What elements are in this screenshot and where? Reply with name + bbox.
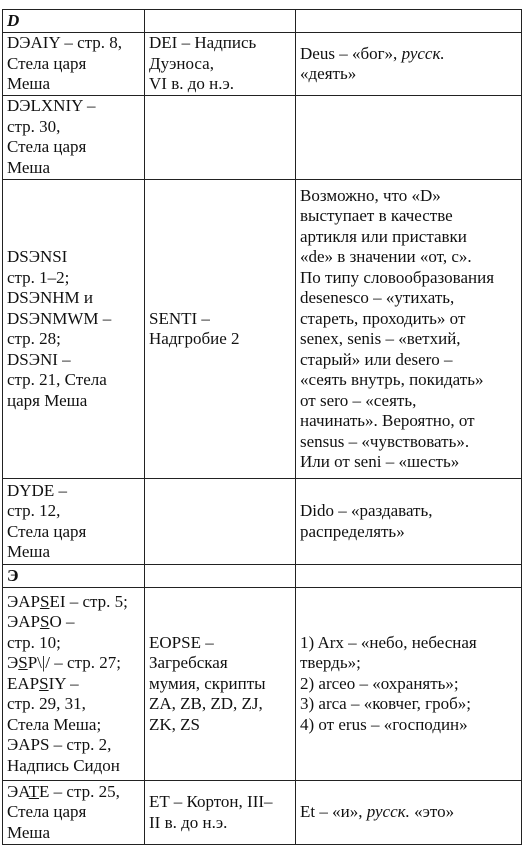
parallel-cell: DEI – Надпись Дуэноса, VI в. до н.э. [145, 33, 296, 96]
meaning-cell: Et – «и», русск. «это» [296, 781, 522, 845]
table-row [3, 781, 522, 845]
inscription-cell: DYDE – стр. 12, Стела царя Меша [3, 479, 145, 565]
section-header-e [3, 565, 522, 588]
section-letter: Э [3, 565, 145, 588]
empty-cell [145, 96, 296, 180]
inscription-cell: DSЭNSI стр. 1–2; DSЭNHM и DSЭNMWM – стр. 28; DSЭNI – стр. 21, Стела царя Меша [3, 180, 145, 479]
parallel-cell: SENTI – Надгробие 2 [145, 180, 296, 479]
parallel-cell: EOPSE – Загребская мумия, скрипты ZA, ZB, ZD, ZJ, ZK, ZS [145, 588, 296, 781]
empty-cell [296, 565, 522, 588]
inscription-cell: ЭATE – стр. 25, Стела царя Меша [3, 781, 145, 845]
table-row [3, 33, 522, 96]
meaning-cell: Возможно, что «D» выступает в качестве артикля или приставки «de» в значении «от, с». По типу словообразования desenesco – «утихать, стареть, проходить» от senex, senis – «ветхий, старый» или desero – «сеять внутрь, покидать» от sero – «сеять, начинать». Вероятно, от sensus – «чувствовать». Или от seni – «шесть» [296, 180, 522, 479]
empty-cell [296, 96, 522, 180]
inscription-cell: DЭAIY – стр. 8, Стела царя Меша [3, 33, 145, 96]
meaning-cell: Dido – «раздавать, распределять» [296, 479, 522, 565]
meaning-cell: 1) Arx – «небо, небесная твердь»; 2) arceo – «охранять»; 3) arca – «ковчег, гроб»; 4) от erus – «господин» [296, 588, 522, 781]
table-row [3, 588, 522, 781]
empty-cell [145, 565, 296, 588]
table-row [3, 479, 522, 565]
section-letter: D [3, 10, 145, 33]
lexicon-table [2, 9, 522, 845]
parallel-cell: ET – Кортон, III– II в. до н.э. [145, 781, 296, 845]
meaning-cell: Deus – «бог», русск. «деять» [296, 33, 522, 96]
empty-cell [145, 10, 296, 33]
table-row [3, 180, 522, 479]
inscription-cell: ЭAPSEI – стр. 5; ЭAPSO – стр. 10; ЭSP\|/ – стр. 27; EAPSIY – стр. 29, 31, Стела Меша; ЭAPS – стр. 2, Надпись Сидон [3, 588, 145, 781]
section-header-d [3, 10, 522, 33]
table-row [3, 96, 522, 180]
inscription-cell: DЭLXNIY – стр. 30, Стела царя Меша [3, 96, 145, 180]
empty-cell [145, 479, 296, 565]
empty-cell [296, 10, 522, 33]
